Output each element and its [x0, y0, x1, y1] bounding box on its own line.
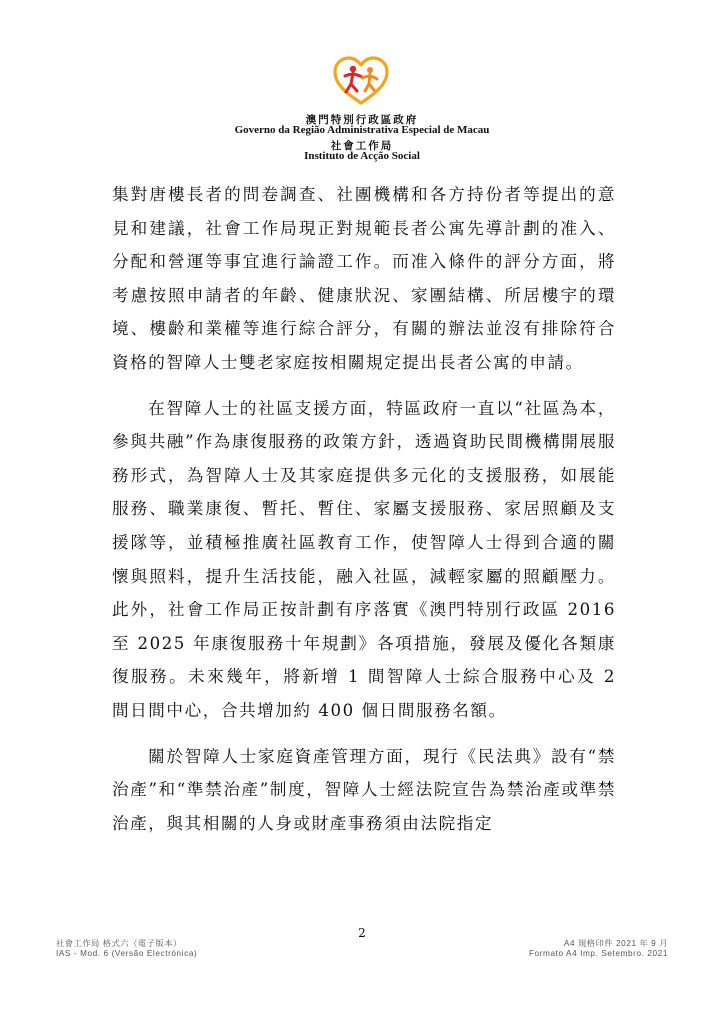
footer-print-pt: Formato A4 Imp. Setembro. 2021	[528, 949, 668, 958]
text-line: 意見和建議，社會工作局現正對規範長者公寓先導計劃的准	[112, 185, 616, 238]
text-line: 公寓的申請。	[474, 352, 584, 372]
text-line: 家居照顧及支援隊等，並積極推廣社區教育工作，使智障人	[112, 499, 616, 552]
text-line: 務，如展能服務、職業康復、暫托、暫住、家屬支援服務、	[112, 465, 616, 519]
header-dept-pt: Instituto de Acção Social	[304, 150, 420, 162]
header-gov-pt: Governo da Região Administrativa Especial de Macau	[234, 124, 490, 136]
text-line: 關於智障人士家庭資產管理方面，現行《民法典》設有	[148, 746, 588, 766]
text-line: “禁治產”和“準禁治產”制度，智障人士經法院宣告為禁	[112, 746, 616, 800]
text-line: 綜合服務中心及 2 間日間中心，合共增加約 400 個日間服務	[112, 667, 616, 720]
paragraph	[112, 392, 616, 728]
text-line: 門特別行政區 2016 至 2025 年康復服務十年規劃》各項措施，	[112, 600, 616, 653]
text-line: 樓宇的環境、樓齡和業權等進行綜合評分，有關的辦法並沒	[112, 285, 616, 339]
paragraph	[112, 740, 616, 841]
footer-form-pt: IAS - Mod. 6 (Versão Electrónica)	[56, 949, 198, 958]
text-line: 名額。	[452, 700, 507, 720]
header-gov-zh: 澳門特別行政區政府	[305, 114, 419, 126]
ias-heart-logo-icon	[332, 56, 390, 106]
text-line: 發展及優化各類康復服務。未來幾年，將新增 1 間智障人士	[112, 633, 616, 687]
text-line: 有排除符合資格的智障人士雙老家庭按相關規定提出長者	[112, 319, 616, 372]
text-line: 治產或準禁治產，與其相關的人身或財產事務須由法院指定	[112, 780, 616, 833]
footer-print-zh: A4 規格印件 2021 年 9 月	[563, 939, 668, 948]
footer-form-zh: 社會工作局 格式六（電子版本）	[56, 939, 182, 948]
page-number: 2	[358, 926, 366, 940]
text-line: 集對唐樓長者的問卷調查、社團機構和各方持份者等提出的	[112, 185, 598, 204]
text-line: 面，將考慮按照申請者的年齡、健康狀況、家團結構、所居	[112, 252, 617, 305]
text-line: 入、分配和營運等事宜進行論證工作。而准入條件的評分方	[112, 218, 617, 272]
document-body	[112, 178, 616, 840]
header-dept-zh: 社會工作局	[330, 140, 394, 152]
paragraph	[112, 178, 616, 380]
text-line: 家屬的照顧壓力。此外，社會工作局正按計劃有序落實《澳	[112, 566, 616, 620]
text-line: 士得到合適的關懷與照料，提升生活技能，融入社區，減輕	[112, 532, 616, 586]
text-line: 構開展服務形式，為智障人士及其家庭提供多元化的支援服	[112, 432, 616, 485]
text-line: 本，參與共融”作為康復服務的政策方針，透過資助民間機	[112, 398, 616, 452]
text-line: 在智障人士的社區支援方面，特區政府一直以“社區為	[148, 398, 580, 418]
